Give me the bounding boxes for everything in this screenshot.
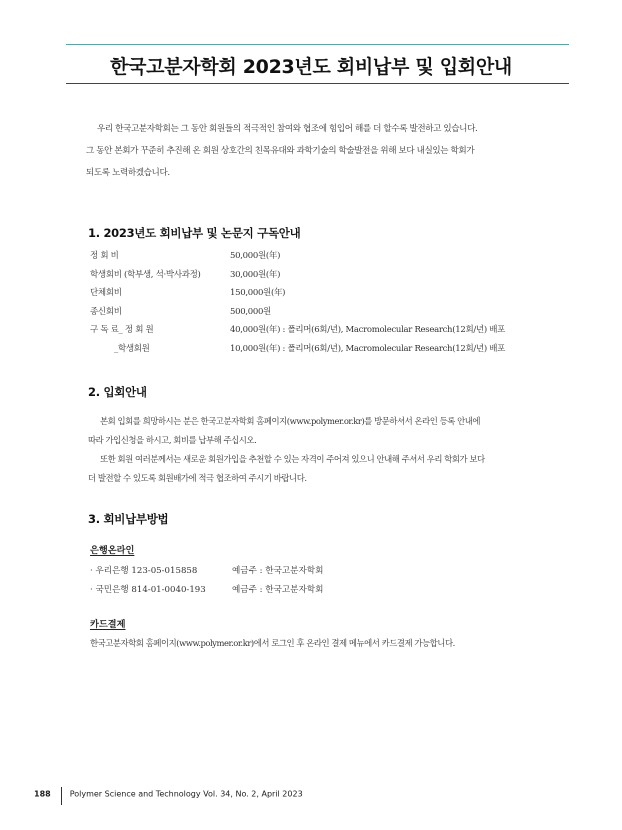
fee-label: 학생회비 (학부생, 석·박사과정) (90, 269, 201, 280)
footer-divider (61, 787, 62, 805)
fee-label: 단체회비 (90, 288, 122, 298)
membership-line-1: 본회 입회를 희망하시는 분은 한국고분자학회 홈페이지(www.polymer.or.kr)를 방문하셔서 온라인 등록 안내에 (100, 416, 481, 426)
top-accent-line (66, 44, 569, 45)
subscription-label: 구 독 료_ 정 회 원 (90, 325, 154, 335)
intro-line-3: 되도록 노력하겠습니다. (86, 168, 170, 178)
membership-line-3: 또한 회원 여러분께서는 새로운 회원가입을 추천할 수 있는 자격이 주어져 있으니 안내해 주셔서 우리 학회가 보다 (100, 454, 485, 464)
title-divider (66, 83, 569, 84)
intro-line-2: 그 동안 본회가 꾸준히 추진해 온 회원 상호간의 친목유대와 과학기술의 학술발전을 위해 보다 내실있는 학회가 (86, 146, 475, 156)
fee-row (90, 305, 560, 324)
subscription-amount: 40,000원(年) : 폴리머(6회/년), Macromolecular Research(12회/년) 배포 (230, 325, 506, 335)
subscription-row (90, 342, 560, 361)
fee-label: 종신회비 (90, 306, 122, 317)
page-number: 188 (34, 789, 51, 799)
subscription-amount: 10,000원(年) : 폴리머(6회/년), Macromolecular Research(12회/년) 배포 (230, 343, 506, 354)
fee-amount: 50,000원(年) (230, 251, 281, 261)
intro-paragraph (86, 118, 552, 184)
fee-row (90, 268, 560, 287)
account-holder: 예금주 : 한국고분자학회 (232, 585, 324, 595)
intro-line-1: 우리 한국고분자학회는 그 동안 회원들의 적극적인 참여와 협조에 힘입어 해를 더 할수록 발전하고 있습니다. (97, 124, 478, 134)
section3-heading: 3. 회비납부방법 (88, 512, 169, 526)
card-payment-text (90, 634, 556, 653)
fee-row (90, 286, 560, 305)
subscription-label: _학생회원 (114, 343, 150, 354)
fee-table (90, 249, 560, 360)
fee-amount: 30,000원(年) (230, 269, 281, 280)
section1-heading: 1. 2023년도 회비납부 및 논문지 구독안내 (88, 226, 301, 240)
card-payment-title: 카드결제 (90, 619, 126, 630)
page-title: 한국고분자학회 2023년도 회비납부 및 입회안내 (110, 56, 512, 78)
section2-heading: 2. 입회안내 (88, 385, 147, 399)
account-holder: 예금주 : 한국고분자학회 (232, 566, 324, 576)
fee-label: 정 회 비 (90, 251, 119, 261)
fee-amount: 500,000원 (230, 306, 271, 317)
fee-row (90, 249, 560, 268)
journal-info: Polymer Science and Technology Vol. 34, No. 2, April 2023 (69, 789, 303, 799)
membership-line-4: 더 발전할 수 있도록 회원배가에 적극 협조하여 주시기 바랍니다. (88, 473, 307, 483)
bank-online-title: 은행온라인 (90, 545, 135, 556)
membership-line-2: 따라 가입신청을 하시고, 회비를 납부해 주십시오. (88, 435, 257, 445)
bank-account: · 우리은행 123-05-015858 (90, 566, 198, 576)
page-footer (34, 785, 303, 803)
subscription-row (90, 323, 560, 342)
card-payment-line: 한국고분자학회 홈페이지(www.polymer.or.kr)에서 로그인 후 온라인 결제 메뉴에서 카드결제 가능합니다. (90, 638, 455, 648)
membership-paragraph (88, 412, 554, 488)
fee-amount: 150,000원(年) (230, 288, 286, 298)
bank-account: · 국민은행 814-01-0040-193 (90, 585, 206, 595)
